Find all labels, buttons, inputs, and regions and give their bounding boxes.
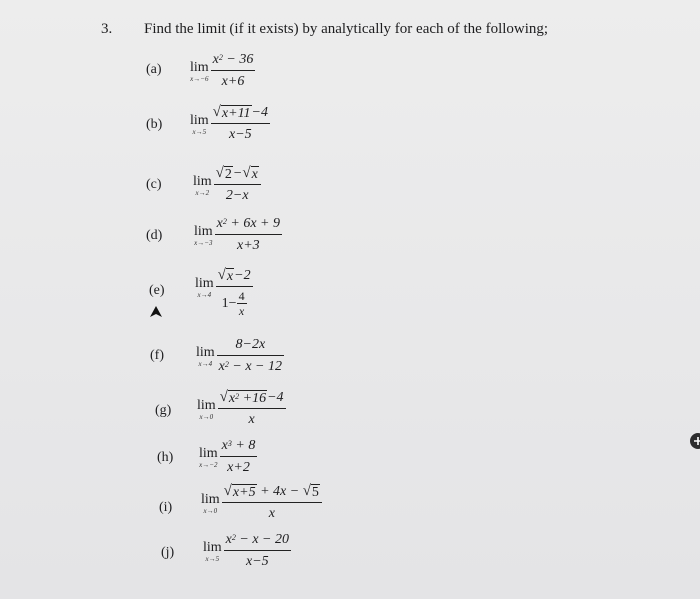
denominator: 2−x — [225, 188, 249, 203]
fraction — [224, 532, 291, 570]
numerator: $x^3 + 8$ — [221, 438, 256, 453]
cursor-arrow-icon — [149, 305, 163, 319]
problem-g — [197, 390, 286, 428]
problem-j — [203, 532, 291, 570]
part-label-h: (h) — [157, 450, 174, 465]
limit-operator: lim x→−2 — [199, 445, 218, 469]
limit-operator: lim x→0 — [197, 397, 216, 421]
denominator: x — [268, 506, 275, 521]
numerator: $x^2 - 36$ — [212, 52, 254, 67]
problem-a — [190, 52, 255, 90]
denominator: x+3 — [237, 238, 260, 253]
denominator: x−5 — [228, 127, 252, 142]
limit-operator: lim x→−3 — [194, 223, 213, 247]
part-label-b: (b) — [146, 117, 163, 132]
fraction — [216, 268, 253, 318]
problem-b — [190, 105, 270, 143]
part-label-c: (c) — [146, 177, 162, 192]
fraction — [211, 105, 270, 143]
question-text: Find the limit (if it exists) by analytically for each of the following; — [144, 21, 549, 37]
denominator: $x^2 - x - 12$ — [218, 359, 282, 374]
numerator: √ x+5 + 4x − √ 5 — [223, 483, 319, 500]
limit-operator: lim x→5 — [190, 112, 209, 136]
limit-operator: lim x→4 — [195, 275, 214, 299]
part-label-a: (a) — [146, 62, 162, 77]
numerator: 8−2x — [235, 337, 266, 352]
limit-operator: lim x→−6 — [190, 59, 209, 83]
problem-f — [196, 337, 284, 375]
problem-e — [195, 268, 253, 318]
numerator: √ x+11 −4 — [212, 104, 268, 121]
numerator: $x^2 - x - 20$ — [225, 532, 289, 547]
question-number: 3. — [101, 21, 113, 37]
fraction — [222, 484, 322, 522]
limit-operator: lim x→5 — [203, 539, 222, 563]
fraction — [217, 337, 284, 375]
problem-h — [199, 438, 257, 476]
expand-circle-icon[interactable] — [684, 432, 700, 450]
problem-d — [194, 216, 282, 254]
fraction — [211, 52, 256, 90]
fraction — [214, 166, 261, 204]
part-label-f: (f) — [150, 348, 164, 363]
numerator: √ $x^2 +16$ −4 — [219, 389, 284, 406]
numerator: √ 2 − √ x — [215, 165, 258, 182]
part-label-j: (j) — [161, 545, 175, 560]
fraction — [220, 438, 258, 476]
fraction — [218, 390, 286, 428]
part-label-i: (i) — [159, 500, 173, 515]
part-label-d: (d) — [146, 228, 163, 243]
part-label-e: (e) — [149, 283, 165, 298]
denominator: 1− 4 x — [221, 289, 245, 318]
problem-c — [193, 166, 261, 204]
part-label-g: (g) — [155, 403, 172, 418]
numerator: $x^2 + 6x + 9$ — [216, 216, 280, 231]
problem-i — [201, 484, 322, 522]
denominator: x — [248, 412, 255, 427]
denominator: x−5 — [246, 554, 269, 569]
limit-operator: lim x→4 — [196, 344, 215, 368]
denominator: x+2 — [227, 460, 250, 475]
numerator: √ x −2 — [217, 267, 251, 284]
limit-operator: lim x→0 — [201, 491, 220, 515]
limit-operator: lim x→2 — [193, 173, 212, 197]
denominator: x+6 — [221, 74, 245, 89]
fraction — [215, 216, 282, 254]
